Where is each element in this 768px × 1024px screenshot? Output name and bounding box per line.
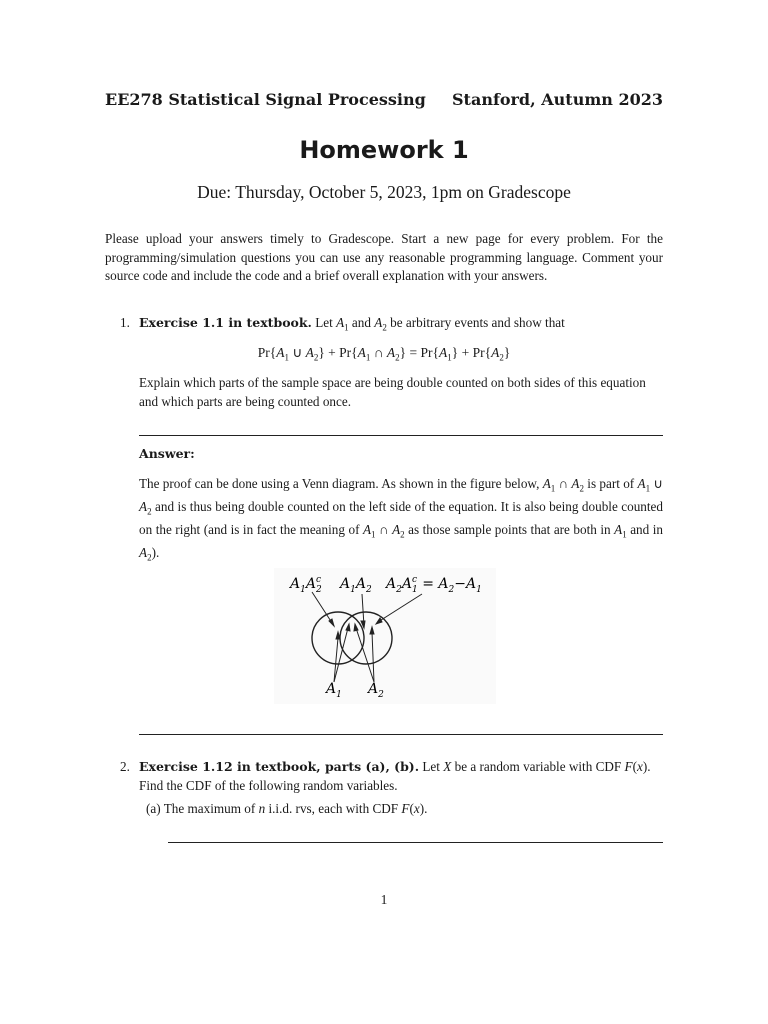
- problem-heading: Exercise 1.1 in textbook.: [139, 315, 312, 330]
- equation: $Pr\{A_1$ ∪ $A_2\} + Pr\{A_1$ ∩ $A_2\} = Pr\{A_1\} + Pr\{A_2\}$: [257, 345, 511, 363]
- problem-number: 1.: [120, 315, 130, 330]
- venn-diagram-figure: [274, 568, 496, 704]
- problem-text: and: [351, 315, 371, 330]
- problem-explain: Explain which parts of the sample space are being double counted on both sides of this equation and which parts are being counted once.: [139, 375, 646, 409]
- header: [105, 90, 663, 109]
- page-title: Homework 1: [299, 136, 469, 164]
- answer-label: Answer:: [139, 446, 195, 461]
- course-name: EE278 Statistical Signal Processing: [105, 90, 426, 109]
- venn-bottom-right: $A_2$: [368, 681, 384, 700]
- venn-diagram: [274, 568, 496, 704]
- divider: [139, 435, 663, 436]
- term: Stanford, Autumn 2023: [452, 90, 663, 109]
- venn-label-right: $A_2A^c$ $1 = A_2-A_1$: [386, 575, 482, 595]
- problem-text: Let: [315, 315, 333, 330]
- venn-bottom-left: $A_1$: [326, 681, 342, 700]
- venn-label-mid: $A_1A_2$: [340, 576, 372, 595]
- problem-text: be arbitrary events and show that: [390, 315, 565, 330]
- due-date: Due: Thursday, October 5, 2023, 1pm on Gradescope: [197, 182, 571, 202]
- page-number: 1: [380, 892, 388, 907]
- divider: [139, 734, 663, 735]
- problem-2: 2. Exercise 1.12 in textbook, parts (a), (b). Let X be a random variable with CDF F(x). Find the CDF of the following random variables.: [120, 759, 651, 793]
- intro-paragraph: Please upload your answers timely to Gradescope. Start a new page for every problem. For the programming/simulation questions you can use any reasonable programming language. Comment your source code and include the code and a brief overall explanation with your answers.: [105, 231, 663, 283]
- subpart-a: (a) The maximum of n i.i.d. rvs, each with CDF F(x).: [146, 801, 428, 816]
- problem-1: 1. Exercise 1.1 in textbook. Let $A_1$ and $A_2$ be arbitrary events and show that: [120, 315, 565, 333]
- subpart-label: (a): [146, 801, 161, 816]
- problem-heading: Exercise 1.12 in textbook, parts (a), (b).: [139, 759, 420, 774]
- answer-text: The proof can be done using a Venn diagram. As shown in the figure below, $A_1$ ∩ $A_2$ is part of $A_1$ ∪ $A_2$ and is thus being double counted on the left side of the equation. It is also being double counted on the right (and is in fact the meaning of $A_1$ ∩ $A_2$ as those sample points that are both in $A_1$ and in $A_2$).: [139, 476, 664, 564]
- venn-label-left: $A_1A^c$ 2: [290, 575, 322, 595]
- divider: [168, 842, 663, 843]
- problem-number: 2.: [120, 759, 130, 774]
